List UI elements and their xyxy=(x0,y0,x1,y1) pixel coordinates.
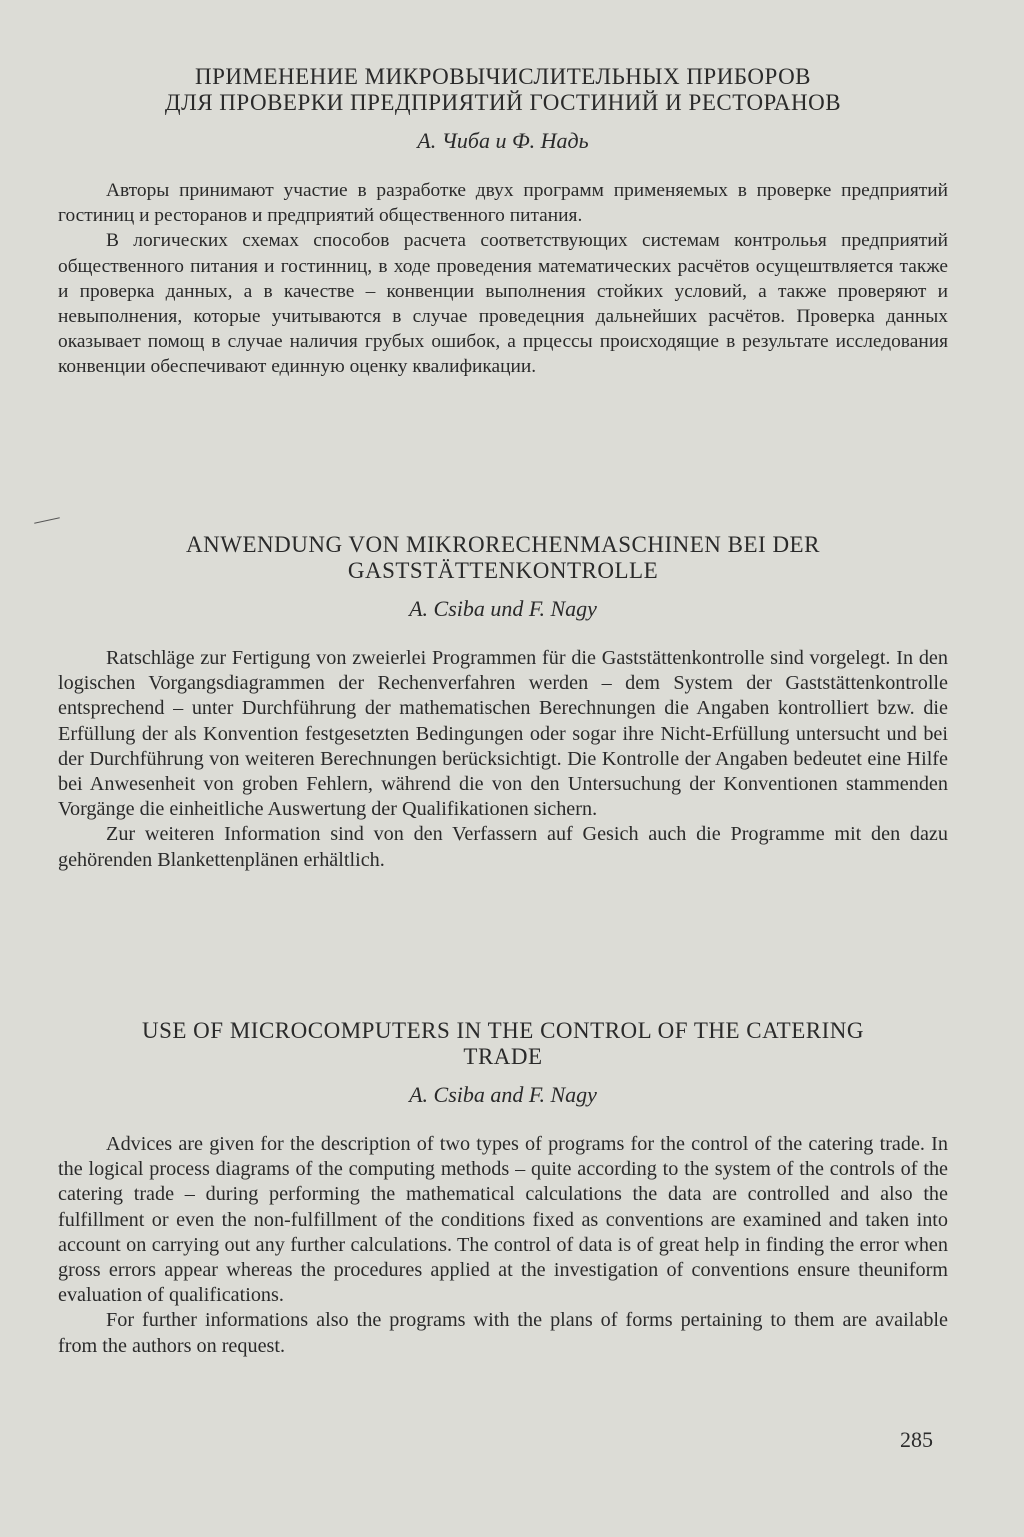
german-title-line-1: ANWENDUNG VON MIKRORECHENMASCHINEN BEI DER xyxy=(186,532,820,557)
margin-mark xyxy=(34,517,60,523)
russian-abstract-section xyxy=(58,64,948,380)
german-abstract-section xyxy=(58,532,948,873)
english-title-line-1: USE OF MICROCOMPUTERS IN THE CONTROL OF THE CATERING xyxy=(141,1018,865,1043)
russian-paragraph-1: Авторы принимают участие в разработке двух программ применяемых в проверке предприятий гостиниц и ресторанов и предприятий общественного питания. xyxy=(58,180,948,227)
german-paragraph-2: Zur weiteren Information sind von den Verfassern auf Gesich auch die Programme mit den dazu gehörenden Blankettenplänen erhältlich. xyxy=(58,823,948,871)
russian-abstract xyxy=(58,178,948,380)
english-abstract-section xyxy=(58,1018,948,1359)
english-paragraph-2: For further informations also the programs with the plans of forms pertaining to them are available from the authors on request. xyxy=(58,1309,948,1357)
russian-paragraph-2: В логических схемах способов расчета соответствующих системам контрольья предприятий общественного питания и гостинниц, в ходе проведения математических расчётов осущештвляется также и проверка данных, а в качестве – конвенции выполнения стойких условий, а также проверяют и невыполнения, которые учитываются в случае проведецния дальнейших расчётов. Проверка данных оказывает помощ в случае наличия грубых ошибок, а прцессы происходящие в результате исследования конвенции обеспечивают единную оценку квалификации. xyxy=(58,230,948,378)
russian-authors: А. Чиба и Ф. Надь xyxy=(417,128,589,153)
english-paragraph-1: Advices are given for the description of two types of programs for the control of the catering trade. In the logical process diagrams of the computing methods – quite according to the system of the controls of the catering trade – during performing the mathematical calculations the data are controlled and also the fulfillment or even the non-fulfillment of the conditions fixed as conventions are examined and taken into account on carrying out any further calculations. The control of data is of great help in finding the error when gross errors appear whereas the procedures applied at the investigation of conventions ensure theuniform evaluation of qualifications. xyxy=(58,1133,948,1307)
german-abstract xyxy=(58,646,948,873)
russian-title xyxy=(58,64,948,116)
russian-title-line-2: ДЛЯ ПРОВЕРКИ ПРЕДПРИЯТИЙ ГОСТИНИЙ И РЕСТОРАНОВ xyxy=(164,90,842,115)
german-authors: A. Csiba und F. Nagy xyxy=(409,596,597,621)
russian-title-line-1: ПРИМЕНЕНИЕ МИКРОВЫЧИСЛИТЕЛЬНЫХ ПРИБОРОВ xyxy=(194,64,812,89)
german-paragraph-1: Ratschläge zur Fertigung von zweierlei Programmen für die Gaststättenkontrolle sind vorgelegt. In den logischen Vorgangsdiagrammen der Rechenverfahren werden – dem System der Gaststättenkontrolle entsprechend – unter Durchführung der mathematischen Berechnungen die Angaben kontrolliert bzw. die Erfüllung der als Konvention festgesetzten Bedingungen oder sogar ihre Nicht-Erfüllung untersucht und bei der Durchführung von weiteren Berechnungen berücksichtigt. Die Kontrolle der Angaben bedeutet eine Hilfe bei Anwesenheit von groben Fehlern, während die von den Untersuchung der Konventionen stammenden Vorgänge die einheitliche Auswertung der Qualifikationen sichern. xyxy=(58,647,948,821)
english-title xyxy=(58,1018,948,1070)
german-title xyxy=(58,532,948,584)
page-number: 285 xyxy=(900,1427,933,1452)
english-authors: A. Csiba and F. Nagy xyxy=(409,1082,597,1107)
german-title-line-2: GASTSTÄTTENKONTROLLE xyxy=(347,558,659,583)
english-title-line-2: TRADE xyxy=(463,1044,543,1069)
english-abstract xyxy=(58,1132,948,1359)
